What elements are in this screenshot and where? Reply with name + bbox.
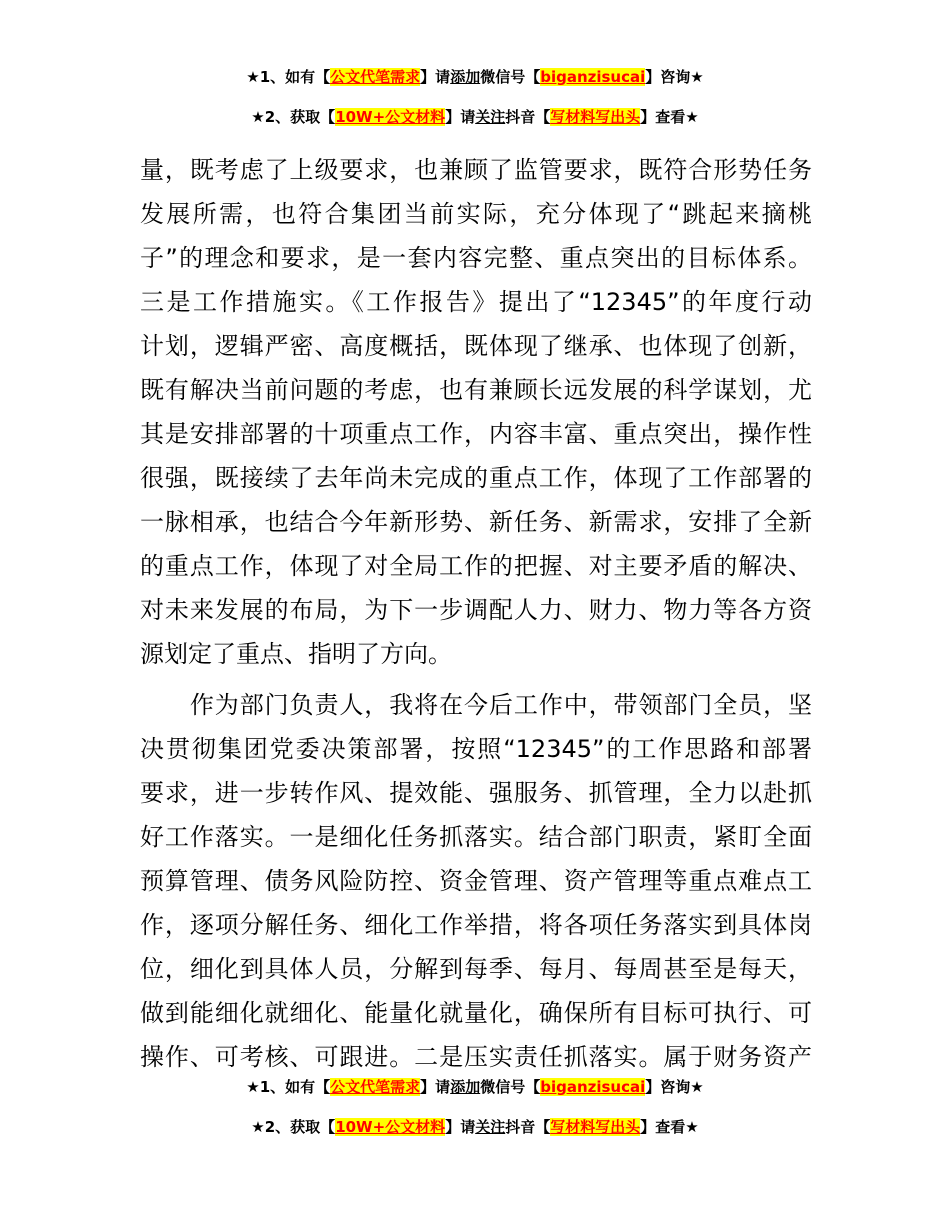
text-line: 三是工作措施实。《工作报告》提出了“12345”的年度行动 <box>140 288 812 316</box>
banner-text: 微信号【 <box>480 68 541 86</box>
banner-text: 微信号【 <box>480 1078 541 1096</box>
banner-text: 】请 <box>445 108 476 126</box>
banner-text: 抖音【 <box>505 108 551 126</box>
text-line: 好工作落实。一是细化任务抓落实。结合部门职责，紧盯全面 <box>140 823 812 851</box>
text-line: 量，既考虑了上级要求，也兼顾了监管要求，既符合形势任务 <box>140 156 812 184</box>
text-line: 预算管理、债务风险防控、资金管理、资产管理等重点难点工 <box>140 867 812 895</box>
text-line: 子”的理念和要求，是一套内容完整、重点突出的目标体系。 <box>140 244 812 272</box>
text-line: 源划定了重点、指明了方向。 <box>140 640 452 668</box>
text-line: 要求，进一步转作风、提效能、强服务、抓管理，全力以赴抓 <box>140 779 812 807</box>
text-line: 计划，逻辑严密、高度概括，既体现了继承、也体现了创新， <box>140 332 812 360</box>
banner-suffix: 】咨询★ <box>645 1078 704 1096</box>
text-line: 其是安排部署的十项重点工作，内容丰富、重点突出，操作性 <box>140 420 812 448</box>
banner-text: 抖音【 <box>505 1118 551 1136</box>
document-body <box>140 148 812 1079</box>
header-banner-line-1 <box>0 66 950 88</box>
text-line: 决贯彻集团党委决策部署，按照“12345”的工作思路和部署 <box>140 735 812 763</box>
text-line: 做到能细化就细化、能量化就量化，确保所有目标可执行、可 <box>140 999 812 1027</box>
banner-text: 】请 <box>420 68 451 86</box>
banner-underlined-word: 添加 <box>450 1078 481 1096</box>
paragraph-2 <box>140 683 812 1079</box>
banner-prefix: ★1、如有【 <box>246 1078 331 1096</box>
text-line: 的重点工作，体现了对全局工作的把握、对主要矛盾的解决、 <box>140 552 812 580</box>
text-line: 位，细化到具体人员，分解到每季、每月、每周甚至是每天， <box>140 955 812 983</box>
banner-prefix: ★2、获取【 <box>251 1118 336 1136</box>
header-banner-line-2 <box>0 106 950 128</box>
footer-banner-line-1 <box>0 1076 950 1098</box>
banner-suffix: 】查看★ <box>640 108 699 126</box>
text-line: 操作、可考核、可跟进。二是压实责任抓落实。属于财务资产 <box>140 1043 812 1071</box>
text-line: 一脉相承，也结合今年新形势、新任务、新需求，安排了全新 <box>140 508 812 536</box>
banner-highlight-wechat-id: biganzisucai <box>540 1078 646 1096</box>
banner-suffix: 】查看★ <box>640 1118 699 1136</box>
banner-highlight-materials: 10W+公文材料 <box>335 108 446 126</box>
text-line: 作为部门负责人，我将在今后工作中，带领部门全员，坚 <box>140 691 812 719</box>
text-line: 对未来发展的布局，为下一步调配人力、财力、物力等各方资 <box>140 596 812 624</box>
text-line: 作，逐项分解任务、细化工作举措，将各项任务落实到具体岗 <box>140 911 812 939</box>
paragraph-spacing <box>140 676 812 683</box>
banner-highlight-ghostwriting: 公文代笔需求 <box>330 1078 421 1096</box>
banner-underlined-word: 添加 <box>450 68 481 86</box>
footer-banner-line-2 <box>0 1116 950 1138</box>
banner-highlight-douyin-account: 写材料写出头 <box>550 108 641 126</box>
banner-highlight-ghostwriting: 公文代笔需求 <box>330 68 421 86</box>
text-line: 很强，既接续了去年尚未完成的重点工作，体现了工作部署的 <box>140 464 812 492</box>
text-line: 发展所需，也符合集团当前实际，充分体现了“跳起来摘桃 <box>140 200 812 228</box>
banner-text: 】请 <box>420 1078 451 1096</box>
banner-prefix: ★2、获取【 <box>251 108 336 126</box>
banner-highlight-materials: 10W+公文材料 <box>335 1118 446 1136</box>
banner-highlight-wechat-id: biganzisucai <box>540 68 646 86</box>
text-line: 既有解决当前问题的考虑，也有兼顾长远发展的科学谋划，尤 <box>140 376 812 404</box>
paragraph-1 <box>140 148 812 676</box>
banner-highlight-douyin-account: 写材料写出头 <box>550 1118 641 1136</box>
banner-underlined-word: 关注 <box>475 1118 506 1136</box>
banner-text: 】请 <box>445 1118 476 1136</box>
banner-underlined-word: 关注 <box>475 108 506 126</box>
banner-prefix: ★1、如有【 <box>246 68 331 86</box>
banner-suffix: 】咨询★ <box>645 68 704 86</box>
